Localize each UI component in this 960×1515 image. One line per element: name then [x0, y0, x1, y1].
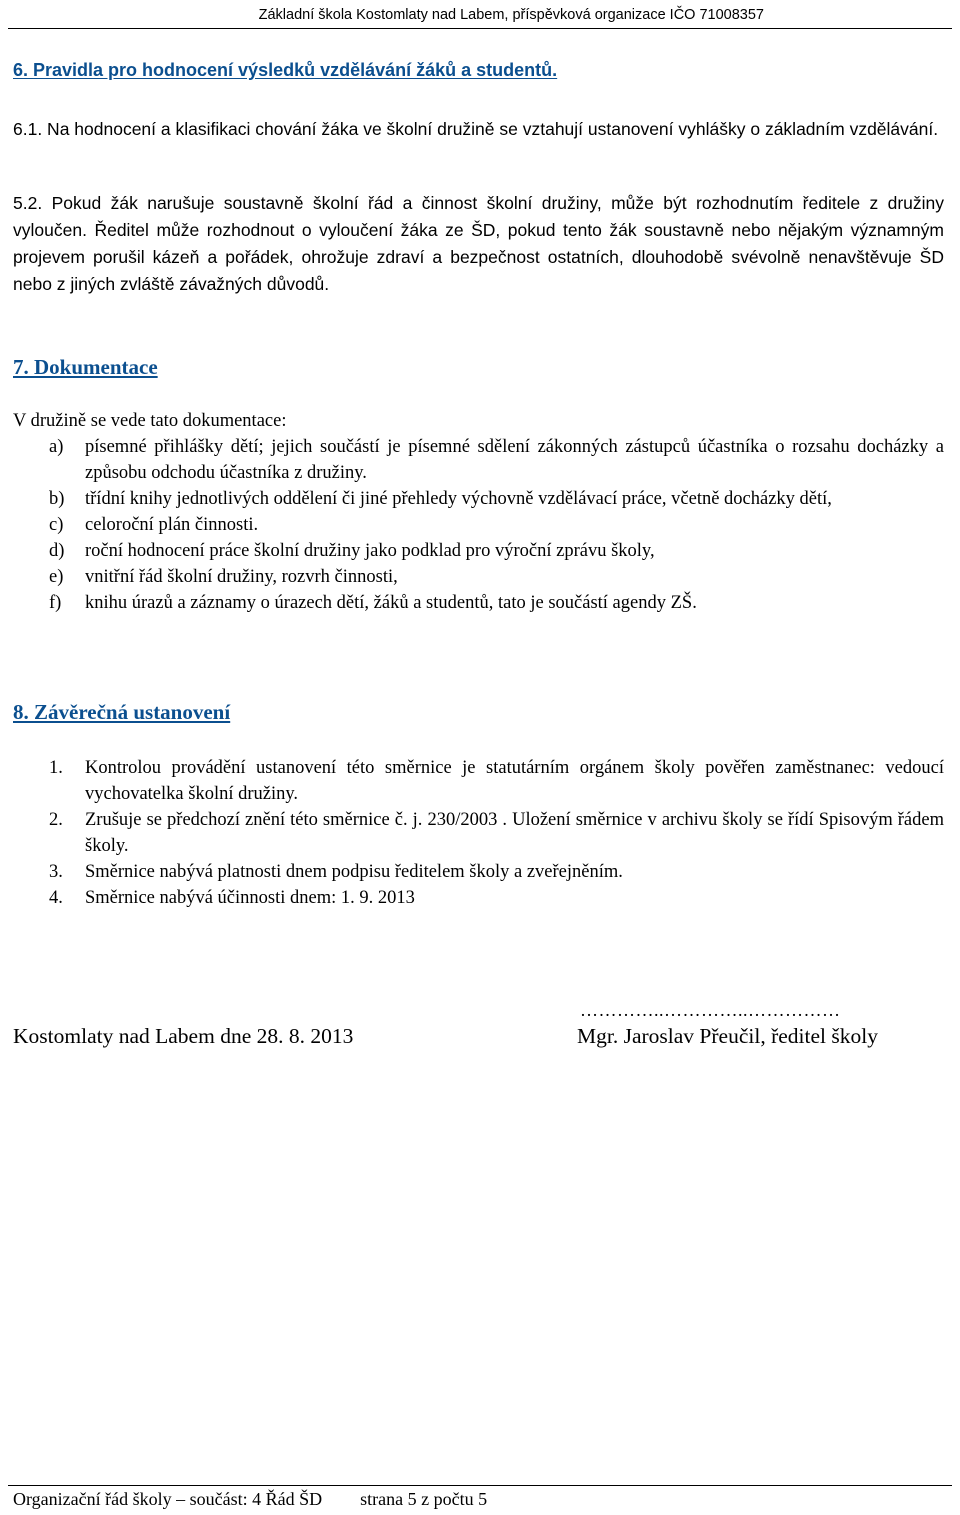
list-marker: e) — [49, 567, 64, 587]
footer-page-number: strana 5 z počtu 5 — [360, 1489, 488, 1509]
list-marker: a) — [49, 437, 64, 457]
list-item — [13, 590, 944, 616]
list-item-text: třídní knihy jednotlivých oddělení či jiné přehledy výchovně vzdělávací práce, včetně docházky dětí, — [85, 489, 832, 509]
list-item — [13, 512, 944, 538]
documentation-list — [13, 434, 944, 616]
list-item-text: celoroční plán činnosti. — [85, 515, 259, 535]
section-7-intro: V družině se vede tato dokumentace: — [13, 411, 287, 431]
list-item — [13, 434, 944, 486]
list-item — [13, 486, 944, 512]
place-and-date: Kostomlaty nad Labem dne 28. 8. 2013 — [13, 1024, 354, 1048]
list-item — [13, 755, 944, 807]
list-item-text: Zrušuje se předchozí znění této směrnice č. j. 230/2003 . Uložení směrnice v archivu školy se řídí Spisovým řádem školy. — [85, 810, 944, 856]
header-text: Základní škola Kostomlaty nad Labem, příspěvková organizace IČO 71008357 — [258, 7, 764, 23]
list-item — [13, 859, 944, 885]
final-provisions-list — [13, 755, 944, 911]
list-marker: c) — [49, 515, 64, 535]
list-item — [13, 885, 944, 911]
list-marker: 1. — [49, 758, 63, 778]
page-footer — [13, 1489, 487, 1510]
list-item — [13, 807, 944, 859]
list-item-text: písemné přihlášky dětí; jejich součástí je písemné sdělení zákonných zástupců účastníka o rozsahu docházky a způsobu odchodu účastníka z družiny. — [85, 437, 944, 483]
signer-name: Mgr. Jaroslav Přeučil, ředitel školy — [577, 1024, 878, 1048]
section-6-paragraph-1: 6.1. Na hodnocení a klasifikaci chování žáka ve školní družině se vztahují ustanovení vyhlášky o základním vzdělávání. — [13, 119, 939, 139]
section-7-title: 7. Dokumentace — [13, 355, 158, 379]
list-item — [13, 538, 944, 564]
list-item-text: vnitřní řád školní družiny, rozvrh činnosti, — [85, 567, 398, 587]
footer-divider — [8, 1485, 952, 1486]
list-item-text: Směrnice nabývá účinnosti dnem: 1. 9. 2013 — [85, 888, 415, 908]
list-item — [13, 564, 944, 590]
list-marker: f) — [49, 593, 62, 613]
header-divider — [8, 28, 952, 29]
list-marker: 4. — [49, 888, 63, 908]
list-marker: d) — [49, 541, 65, 561]
list-item-text: Kontrolou provádění ustanovení této směrnice je statutárním orgánem školy pověřen zaměstnanec: vedoucí vychovatelka školní družiny. — [85, 758, 944, 804]
section-6-title: 6. Pravidla pro hodnocení výsledků vzdělávání žáků a studentů. — [13, 60, 558, 80]
section-8-title: 8. Závěrečná ustanovení — [13, 700, 231, 724]
list-item-text: roční hodnocení práce školní družiny jako podklad pro výroční zprávu školy, — [85, 541, 655, 561]
list-item-text: Směrnice nabývá platnosti dnem podpisu ředitelem školy a zveřejněním. — [85, 862, 623, 882]
section-6-paragraph-2: 5.2. Pokud žák narušuje soustavně školní řád a činnost školní družiny, může být rozhodnutím ředitele z družiny vyloučen. Ředitel může rozhodnout o vyloučení žáka ze ŠD, pokud tento žák soustavně nebo nějakým významným projevem porušil kázeň a pořádek, ohrožuje zdraví a bezpečnost ostatních, dlouhodobě svévolně nenavštěvuje ŠD nebo z jiných zvláště závažných důvodů. — [13, 193, 944, 294]
list-marker: b) — [49, 489, 65, 509]
list-item-text: knihu úrazů a záznamy o úrazech dětí, žáků a studentů, tato je součástí agendy ZŠ. — [85, 593, 697, 613]
page-header — [0, 0, 960, 30]
footer-document-name: Organizační řád školy – součást: 4 Řád ŠD — [13, 1489, 323, 1509]
list-marker: 3. — [49, 862, 63, 882]
signature-line: …………..…………..…………… — [580, 1000, 841, 1020]
list-marker: 2. — [49, 810, 63, 830]
